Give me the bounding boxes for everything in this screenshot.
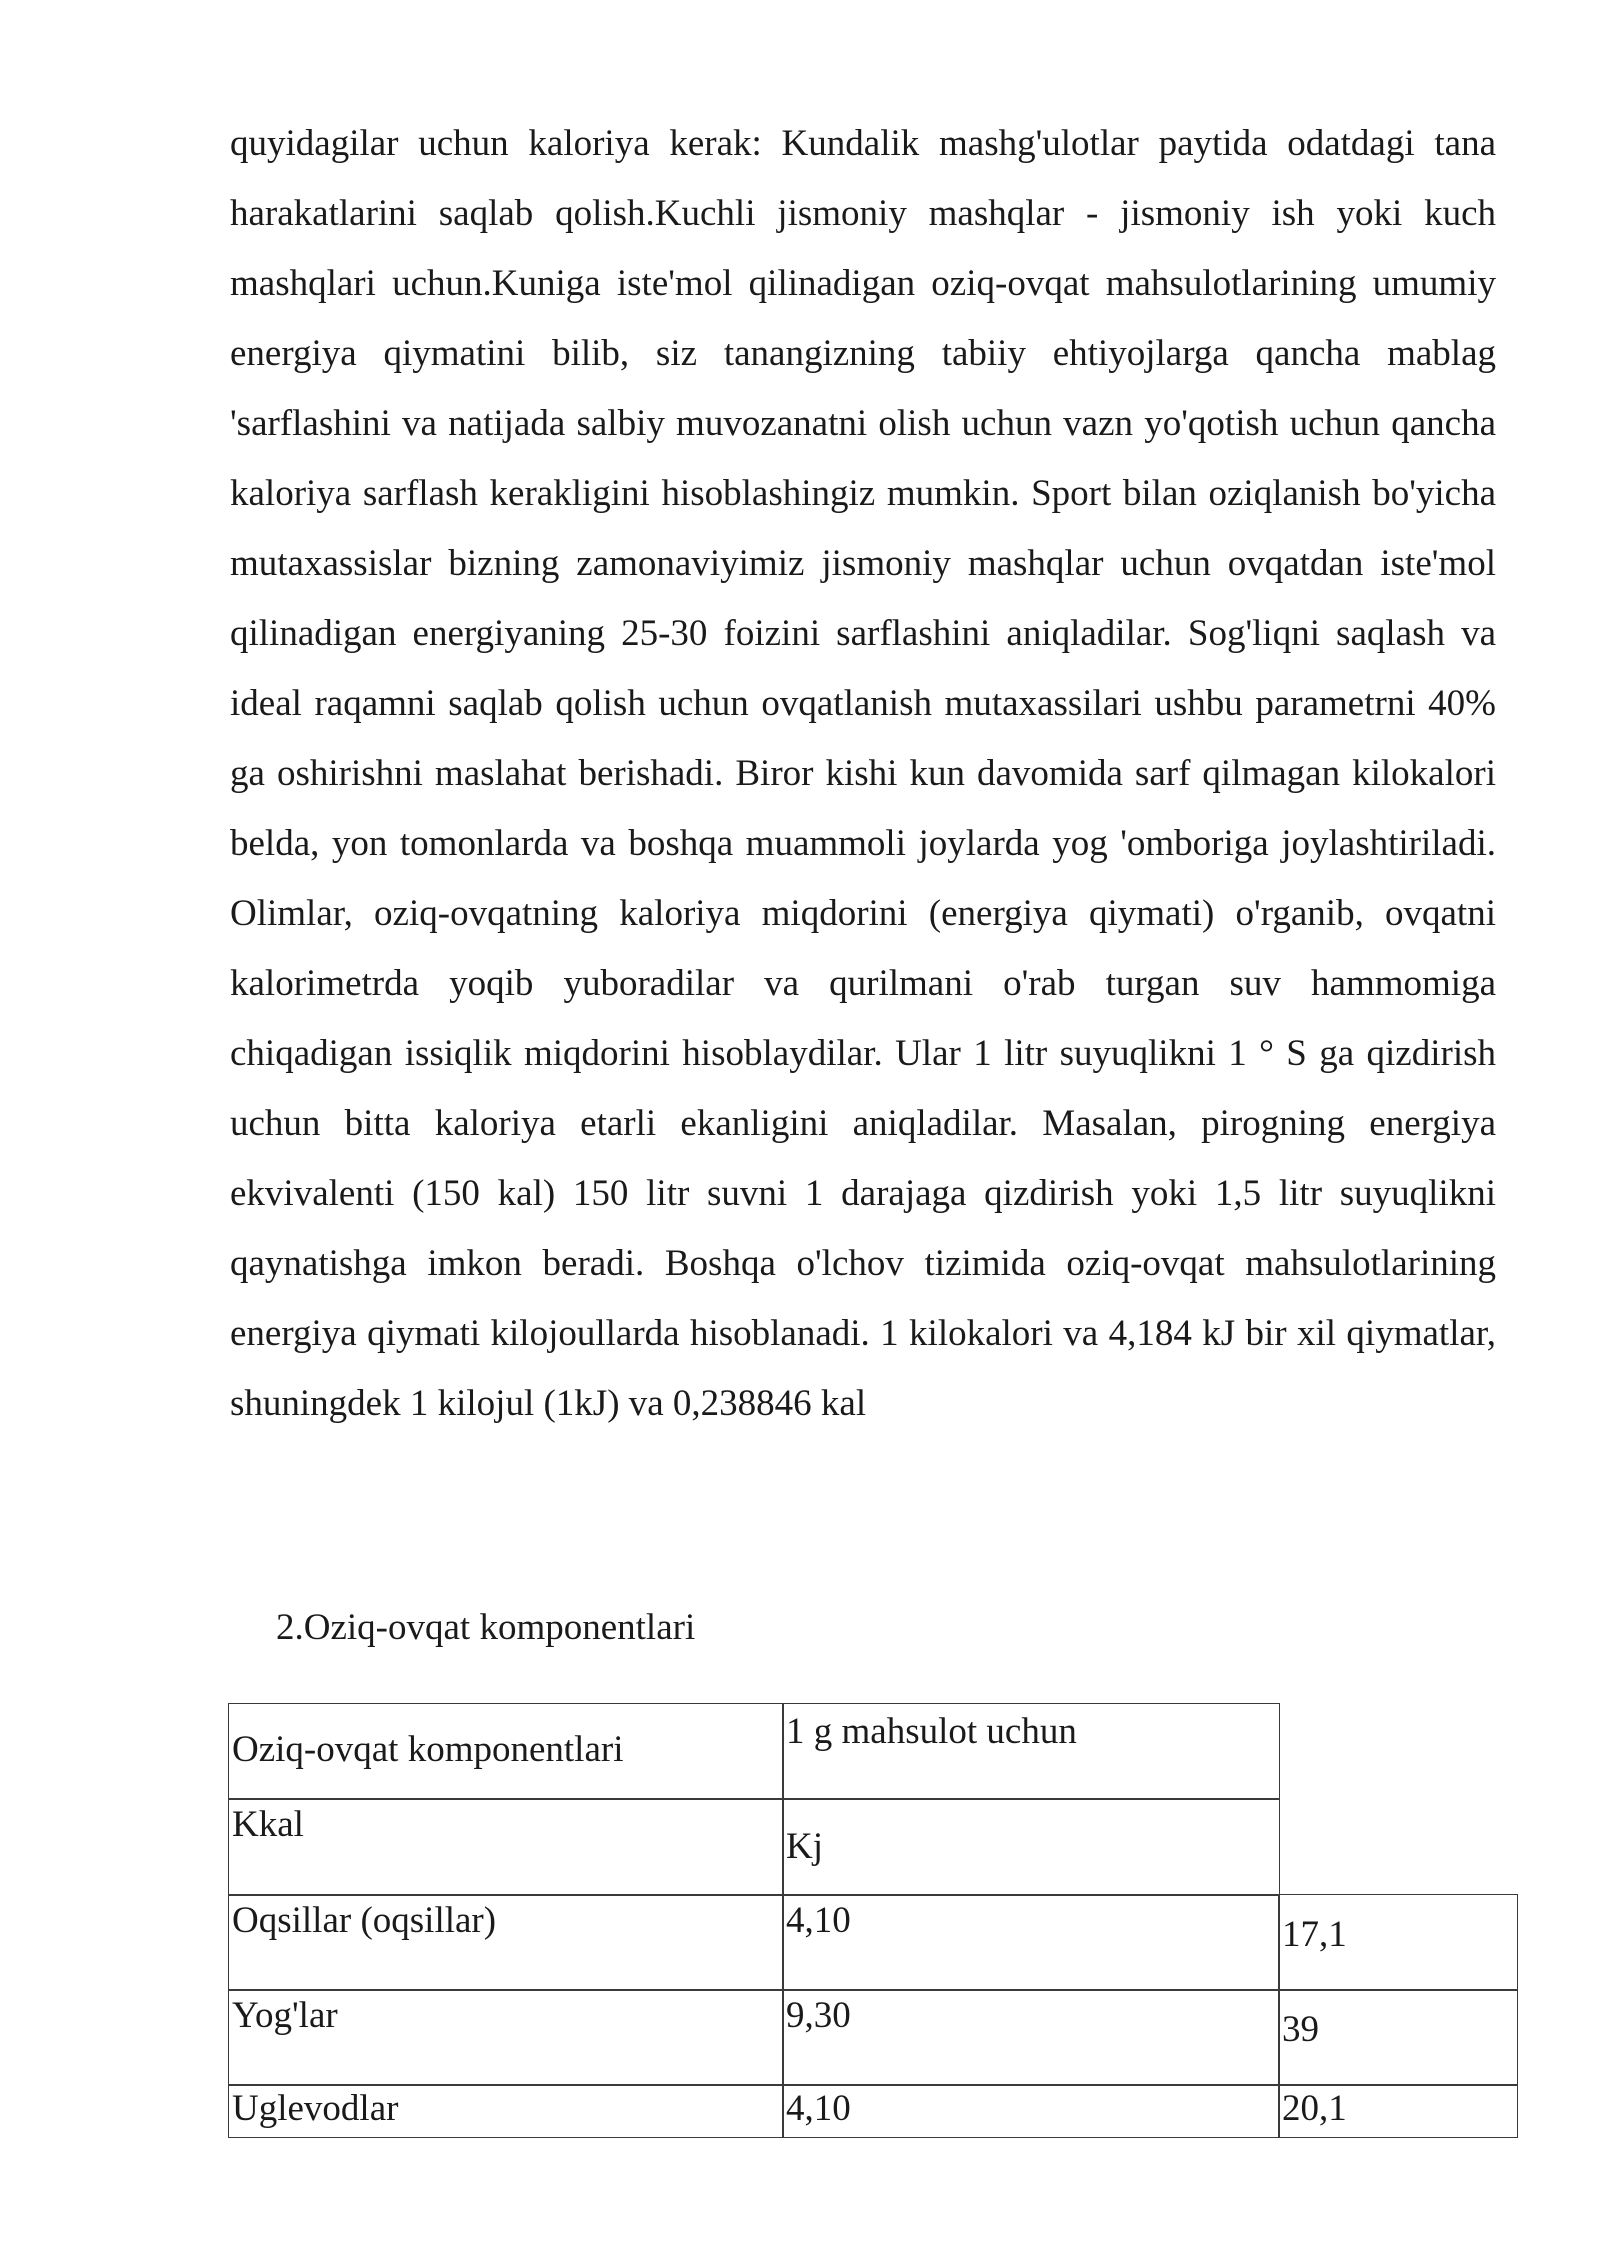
table-cell-text: 9,30 — [786, 1995, 851, 2036]
table-subheader-label: Kkal — [232, 1804, 304, 1845]
table-cell-text: Uglevodlar — [232, 2088, 399, 2129]
body-paragraph: quyidagilar uchun kaloriya kerak: Kundalik mashg'ulotlar paytida odatdagi tana harakatlarini saqlab qolish.Kuchli jismoniy mashqlar - jismoniy ish yoki kuch mashqlari uchun.Kuniga iste'mol qilinadigan oziq-ovqat mahsulotlarining umumiy energiya qiymatini bilib, siz tanangizning tabiiy ehtiyojlarga qancha mablag 'sarflashini va natijada salbiy muvozanatni olish uchun vazn yo'qotish uchun qancha kaloriya sarflash kerakligini hisoblashingiz mumkin. Sport bilan oziqlanish bo'yicha mutaxassislar bizning zamonaviyimiz jismoniy mashqlar uchun ovqatdan iste'mol qilinadigan energiyaning 25-30 foizini sarflashini aniqladilar. Sog'liqni saqlash va ideal raqamni saqlab qolish uchun ovqatlanish mutaxassilari ushbu parametrni 40% ga oshirishni maslahat berishadi. Biror kishi kun davomida sarf qilmagan kilokalori belda, yon tomonlarda va boshqa muammoli joylarda yog 'omboriga joylashtiriladi. Olimlar, oziq-ovqatning kaloriya miqdorini (energiya qiymati) o'rganib, ovqatni kalorimetrda yoqib yuboradilar va qurilmani o'rab turgan suv hammomiga chiqadigan issiqlik miqdorini hisoblaydilar. Ular 1 litr suyuqlikni 1 ° S ga qizdirish uchun bitta kaloriya etarli ekanligini aniqladilar. Masalan, pirogning energiya ekvivalenti (150 kal) 150 litr suvni 1 darajaga qizdirish yoki 1,5 litr suyuqlikni qaynatishga imkon beradi. Boshqa o'lchov tizimida oziq-ovqat mahsulotlarining energiya qiymati kilojoullarda hisoblanadi. 1 kilokalori va 4,184 kJ bir xil qiymatlar, shuningdek 1 kilojul (1kJ) va 0,238846 kal — [230, 123, 1496, 1424]
table-header-cell-components — [228, 1703, 784, 1800]
table-cell-text: 4,10 — [786, 1900, 851, 1941]
table-row-name-cell — [228, 2084, 784, 2138]
section-heading: 2.Oziq-ovqat komponentlari — [276, 1607, 696, 1648]
table-subheader-label: Kj — [786, 1826, 823, 1867]
table-row-kkal-cell — [782, 1989, 1280, 2086]
table-row-name-cell — [228, 1989, 784, 2086]
table-subheader-cell-kj — [782, 1798, 1280, 1896]
table-row-kkal-cell — [782, 2084, 1280, 2138]
table-row-kkal-cell — [782, 1894, 1280, 1991]
table-cell-text: 20,1 — [1282, 2088, 1347, 2129]
table-header-cell-per-gram — [782, 1703, 1280, 1800]
table-cell-text: Oqsillar (oqsillar) — [232, 1900, 497, 1941]
table-header-label: 1 g mahsulot uchun — [786, 1711, 1077, 1752]
table-row-kj-cell — [1278, 1894, 1518, 1991]
table-row-name-cell — [228, 1894, 784, 1991]
table-row-kj-cell — [1278, 2084, 1518, 2138]
table-row-kj-cell — [1278, 1989, 1518, 2086]
table-cell-text: 39 — [1282, 2009, 1319, 2050]
table-subheader-cell-kkal — [228, 1798, 784, 1896]
table-header-label: Oziq-ovqat komponentlari — [232, 1729, 624, 1770]
table-cell-text: 17,1 — [1282, 1914, 1347, 1955]
table-cell-text: 4,10 — [786, 2088, 851, 2129]
table-cell-text: Yog'lar — [232, 1995, 338, 2036]
